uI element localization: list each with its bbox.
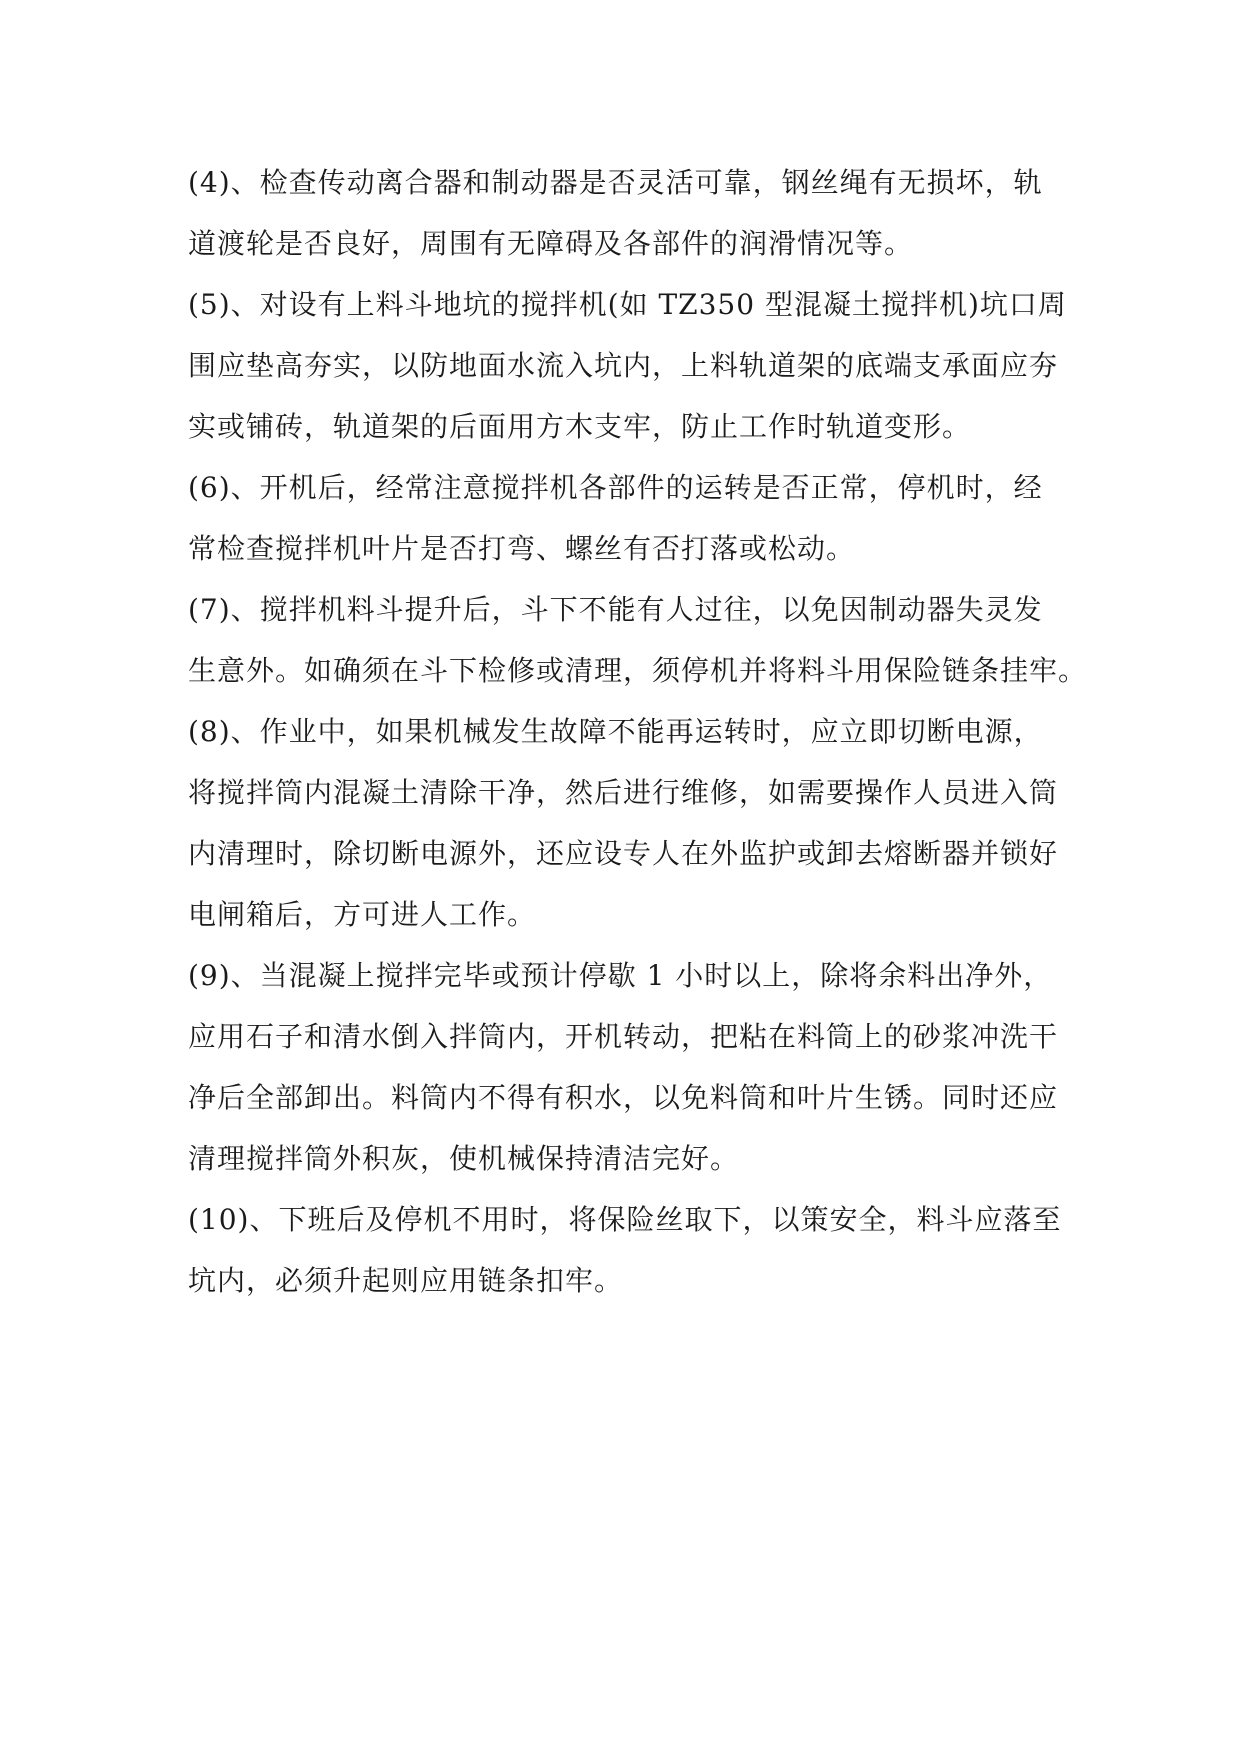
text-line: 清理搅拌筒外积灰，使机械保持清洁完好。	[188, 1142, 740, 1175]
text-line: (4)、检查传动离合器和制动器是否灵活可靠，钢丝绳有无损坏，轨	[188, 166, 1043, 199]
text-line: 电闸箱后，方可进人工作。	[188, 898, 537, 931]
paragraph-item-8	[188, 701, 1058, 945]
text-line: 实或铺砖，轨道架的后面用方木支牢，防止工作时轨道变形。	[188, 410, 972, 443]
paragraph-item-9	[188, 945, 1058, 1189]
text-line: 常检查搅拌机叶片是否打弯、螺丝有否打落或松动。	[188, 532, 856, 565]
text-line: 内清理时，除切断电源外，还应设专人在外监护或卸去熔断器并锁好	[188, 837, 1059, 870]
paragraph-item-5	[188, 274, 1067, 457]
text-line: 将搅拌筒内混凝土清除干净，然后进行维修，如需要操作人员进入筒	[188, 776, 1059, 809]
text-line: 坑内，必须升起则应用链条扣牢。	[188, 1264, 624, 1297]
text-line: 应用石子和清水倒入拌筒内，开机转动，把粘在料筒上的砂浆冲洗干	[188, 1020, 1059, 1053]
text-line: 围应垫高夯实，以防地面水流入坑内，上料轨道架的底端支承面应夯	[188, 349, 1059, 382]
text-line: 生意外。如确须在斗下检修或清理，须停机并将料斗用保险链条挂牢。	[188, 654, 1088, 687]
paragraph-item-4	[188, 152, 1058, 274]
text-line: (9)、当混凝上搅拌完毕或预计停歇 1 小时以上，除将余料出净外，	[188, 959, 1053, 992]
text-line: (6)、开机后，经常注意搅拌机各部件的运转是否正常，停机时，经	[188, 471, 1043, 504]
paragraph-item-10	[188, 1189, 1062, 1311]
text-line: 净后全部卸出。料筒内不得有积水，以免料筒和叶片生锈。同时还应	[188, 1081, 1059, 1114]
document-body	[188, 152, 1088, 1311]
text-line: (10)、下班后及停机不用时，将保险丝取下，以策安全，料斗应落至	[188, 1203, 1062, 1236]
paragraph-item-6	[188, 457, 1058, 579]
text-line: (7)、搅拌机料斗提升后，斗下不能有人过往，以免因制动器失灵发	[188, 593, 1043, 626]
text-line: (8)、作业中，如果机械发生故障不能再运转时，应立即切断电源，	[188, 715, 1043, 748]
paragraph-item-7	[188, 579, 1088, 701]
text-line: (5)、对设有上料斗地坑的搅拌机(如 TZ350 型混凝土搅拌机)坑口周	[188, 288, 1067, 321]
text-line: 道渡轮是否良好，周围有无障碍及各部件的润滑情况等。	[188, 227, 914, 260]
